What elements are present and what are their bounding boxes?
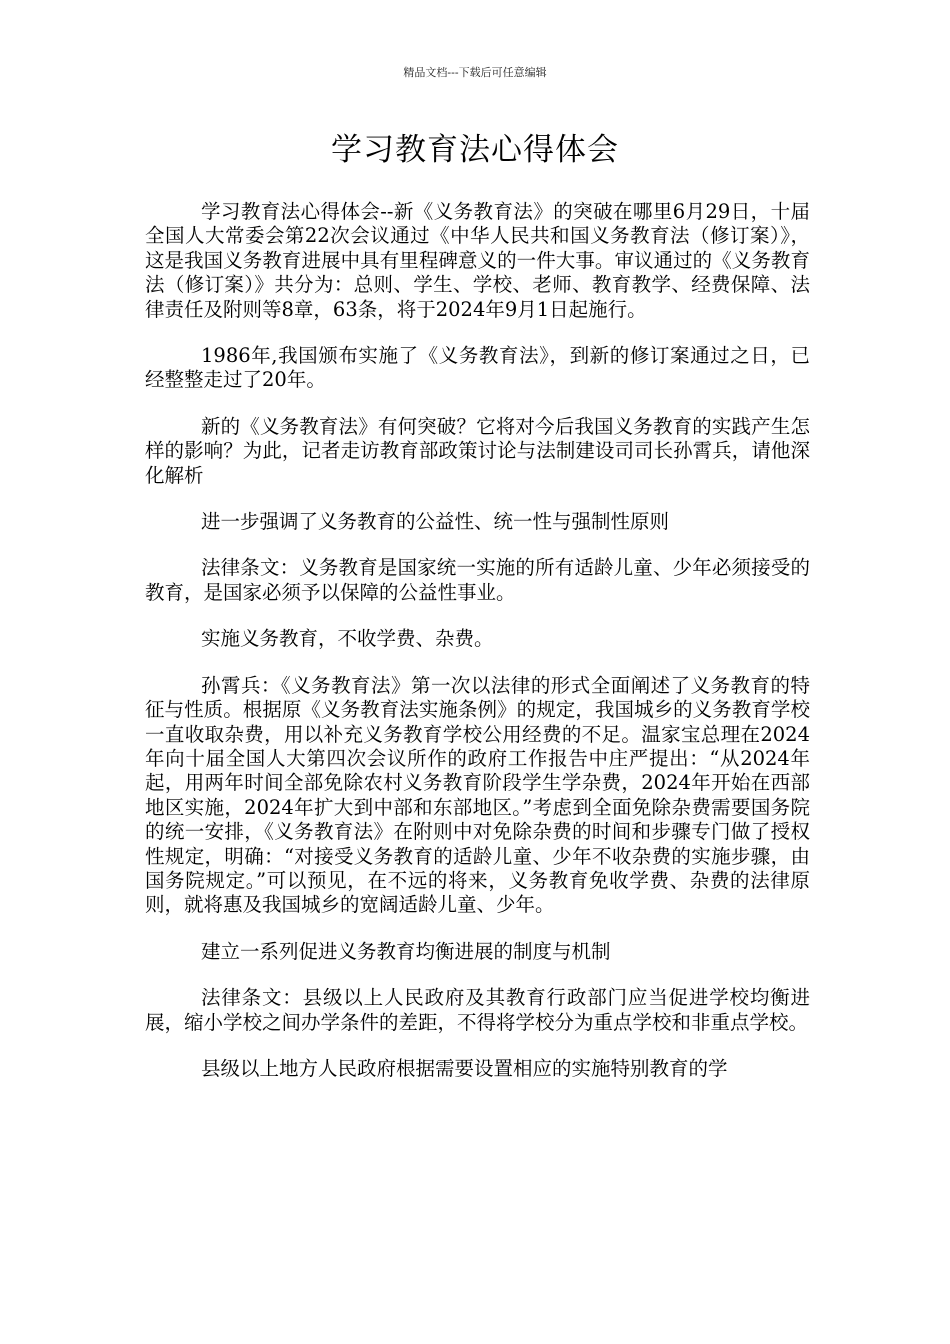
paragraph-interview: 孙霄兵：《义务教育法》第一次以法律的形式全面阐述了义务教育的特征与性质。根据原《义务教育法实施条例》的规定，我国城乡的义务教育学校一直收取杂费，用以补充义务教育学校公用经费的不足。温家宝总理在2024年向十届全国人大第四次会议所作的政府工作报告中庄严提出：“从2024年起，用两年时间全部免除农村义务教育阶段学生学杂费，2024年开始在西部地区实施，2024年扩大到中部和东部地区。”考虑到全面免除杂费需要国务院的统一安排，《义务教育法》在附则中对免除杂费的时间和步骤专门做了授权性规定，明确：“对接受义务教育的适龄儿童、少年不收杂费的实施步骤，由国务院规定。”可以预见，在不远的将来，义务教育免收学费、杂费的法律原则，就将惠及我国城乡的宽阔适龄儿童、少年。 — [145, 673, 810, 917]
paragraph-no-fees: 实施义务教育，不收学费、杂费。 — [201, 627, 494, 651]
paragraph-heading-balance: 建立一系列促进义务教育均衡进展的制度与机制 — [201, 939, 611, 963]
paragraph-law-article-2: 法律条文：县级以上人民政府及其教育行政部门应当促进学校均衡进展，缩小学校之间办学条件的差距，不得将学校分为重点学校和非重点学校。 — [145, 986, 810, 1034]
paragraph-heading-principles: 进一步强调了义务教育的公益性、统一性与强制性原则 — [201, 510, 670, 534]
document-title: 学习教育法心得体会 — [331, 132, 619, 168]
paragraph-special-education: 县级以上地方人民政府根据需要设置相应的实施特别教育的学 — [201, 1056, 728, 1080]
paragraph-history: 1986年,我国颁布实施了《义务教育法》，到新的修订案通过之日，已经整整走过了20年。 — [145, 344, 810, 392]
document-body — [145, 200, 810, 1103]
header-note: 精品文档---下载后可任意编辑 — [403, 66, 547, 79]
paragraph-intro: 学习教育法心得体会--新《义务教育法》的突破在哪里6月29日，十届全国人大常委会第22次会议通过《中华人民共和国义务教育法（修订案）》，这是我国义务教育进展中具有里程碑意义的一件大事。审议通过的《义务教育法（修订案）》共分为：总则、学生、学校、老师、教育教学、经费保障、法律责任及附则等8章，63条，将于2024年9月1日起施行。 — [145, 200, 810, 321]
paragraph-law-article-1: 法律条文：义务教育是国家统一实施的所有适龄儿童、少年必须接受的教育，是国家必须予以保障的公益性事业。 — [145, 556, 810, 604]
paragraph-question: 新的《义务教育法》有何突破？它将对今后我国义务教育的实践产生怎样的影响？为此，记者走访教育部政策讨论与法制建设司司长孙霄兵，请他深化解析 — [145, 414, 810, 487]
